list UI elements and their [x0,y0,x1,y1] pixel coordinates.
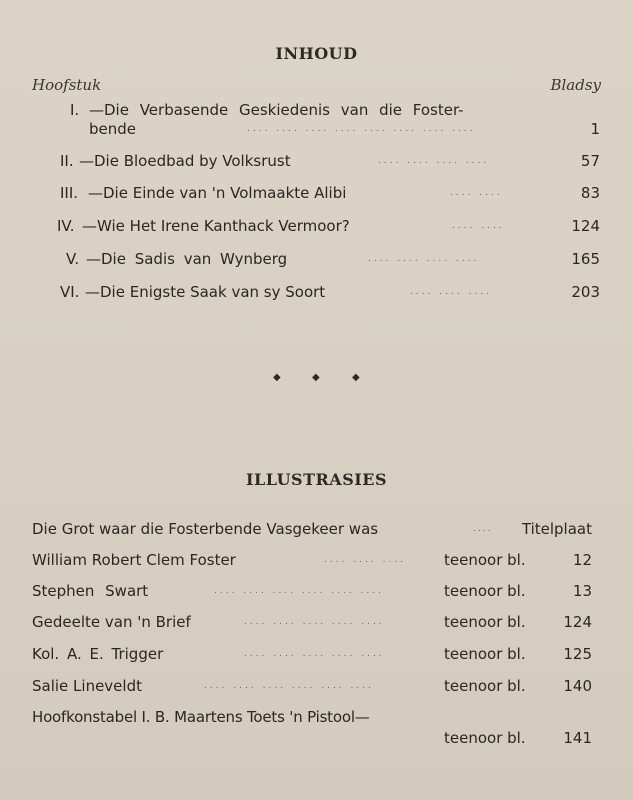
chapter-title: —Die Enigste Saak van sy Soort [85,283,326,301]
illustration-page-number: 141 [563,729,592,747]
illustration-title: Kol. A. E. Trigger [32,645,164,663]
chapter-page-number: 165 [571,250,600,268]
chapter-column-label: Hoofstuk [32,76,102,94]
chapter-page-number: 1 [590,120,600,138]
illustration-title: Stephen Swart [32,582,149,600]
dot-leader: .... .... [450,188,503,198]
page-column-label: Bladsy [550,76,601,94]
toc-entry-3 [60,182,600,204]
chapter-number: I. [70,101,80,119]
illustration-title: Die Grot waar die Fosterbende Vasgekeer was [32,520,379,538]
illustration-entry-2 [32,580,592,602]
illustration-entry-6 [32,706,592,728]
illustration-page-number: 124 [563,613,592,631]
illustration-frontispiece [32,518,592,540]
ornament-diamond-1: ◆ [273,372,281,383]
chapter-title-continued: bende [89,120,137,138]
chapter-page-number: 83 [580,184,600,202]
dot-leader: .... .... .... .... .... .... [214,586,384,596]
toc-entry-1-continuation [89,118,600,140]
illustration-entry-6-continuation [32,727,592,749]
illustration-page-number: 13 [572,582,592,600]
chapter-page-number: 57 [580,152,600,170]
illustration-title: Hoofkonstabel I. B. Maartens Toets 'n Pistool— [32,708,370,726]
illustration-entry-1 [32,549,592,571]
ornament-diamond-3: ◆ [352,372,360,383]
illustration-reference: teenoor bl. [444,677,526,695]
dot-leader: .... .... .... .... .... .... .... .... [247,124,476,134]
illustration-reference: teenoor bl. [444,613,526,631]
dot-leader: .... .... .... .... .... [244,617,385,627]
frontispiece-label: Titelplaat [521,520,592,538]
dot-leader: .... .... .... [324,555,407,565]
illustration-entry-3 [32,611,592,633]
illustration-page-number: 125 [563,645,592,663]
dot-leader: .... .... .... .... .... .... [204,681,374,691]
dot-leader: .... .... .... .... .... [244,649,385,659]
illustration-page-number: 140 [563,677,592,695]
chapter-number: IV. [57,217,75,235]
chapter-title: —Wie Het Irene Kanthack Vermoor? [82,217,350,235]
dot-leader: .... .... .... [410,287,493,297]
chapter-title: —Die Sadis van Wynberg [86,250,288,268]
chapter-title: —Die Verbasende Geskiedenis van die Foster- [89,101,464,119]
illustration-reference: teenoor bl. [444,582,526,600]
illustration-entry-4 [32,643,592,665]
dot-leader: .... .... [452,221,505,231]
dot-leader: .... .... .... .... [378,156,490,166]
dot-leader: .... [473,524,493,534]
contents-heading: INHOUD [275,44,358,63]
illustration-reference: teenoor bl. [444,645,526,663]
chapter-number: II. [60,152,74,170]
illustration-title: Salie Lineveldt [32,677,142,695]
dot-leader: .... .... .... .... [368,254,480,264]
chapter-title: —Die Einde van 'n Volmaakte Alibi [88,184,347,202]
illustration-title: William Robert Clem Foster [32,551,236,569]
illustration-reference: teenoor bl. [444,729,526,747]
toc-entry-2 [60,150,600,172]
illustration-page-number: 12 [572,551,592,569]
chapter-page-number: 124 [571,217,600,235]
chapter-number: III. [60,184,79,202]
chapter-number: VI. [60,283,80,301]
illustration-entry-5 [32,675,592,697]
chapter-number: V. [66,250,80,268]
toc-entry-6 [60,281,600,303]
toc-entry-4 [57,215,600,237]
illustrations-heading: ILLUSTRASIES [245,470,388,489]
chapter-title: —Die Bloedbad by Volksrust [79,152,291,170]
illustration-reference: teenoor bl. [444,551,526,569]
toc-entry-5 [60,248,600,270]
illustration-title: Gedeelte van 'n Brief [32,613,191,631]
ornament-diamond-2: ◆ [312,372,320,383]
chapter-page-number: 203 [571,283,600,301]
